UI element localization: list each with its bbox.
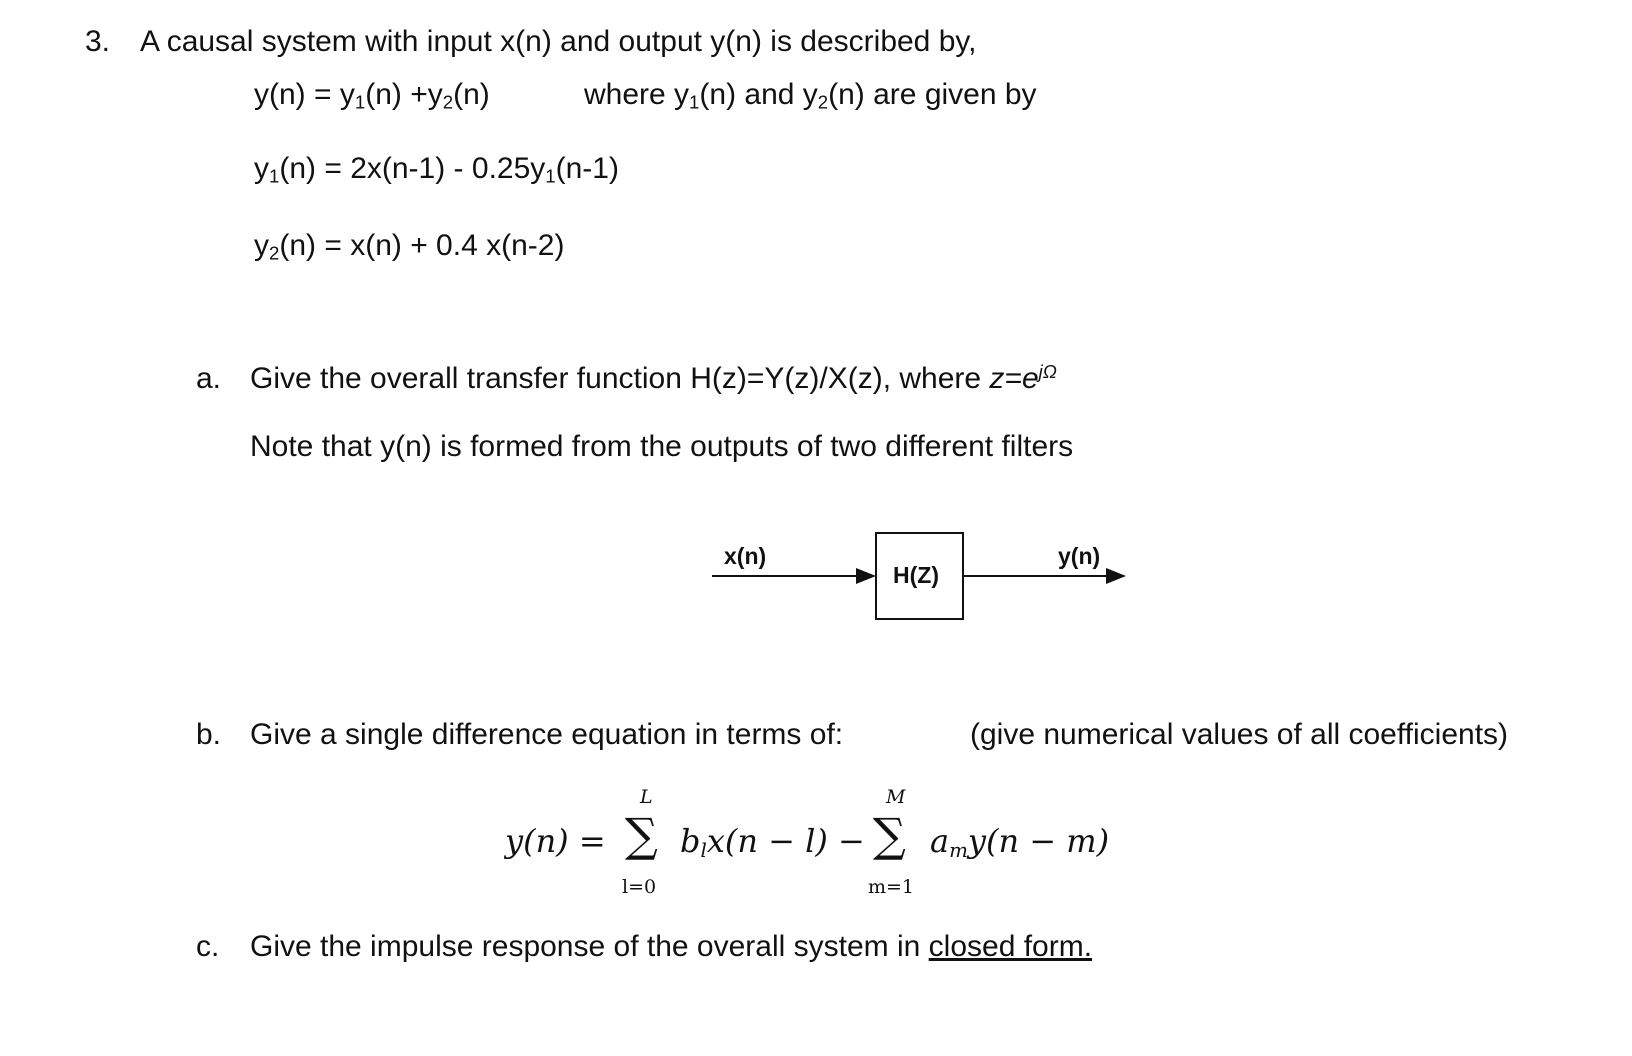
where-clause: where $y_1(n)$ and $y_2(n)$ are given by — [584, 78, 1037, 113]
diagram-input-label: x(n) — [724, 543, 767, 569]
sum2-sigma: ∑ — [873, 808, 906, 862]
part-b-hint: (give numerical values of all coefficients) — [970, 718, 1509, 751]
problem-number: 3. — [85, 25, 111, 58]
problem-intro: A causal system with input x(n) and output y(n) is described by, — [140, 25, 977, 58]
diagram-block-label: H(Z) — [893, 562, 939, 588]
sum1-upper-limit: L — [640, 786, 653, 808]
part-b-question: Give a single difference equation in terms of: — [250, 718, 844, 751]
formula-lhs: y(n) = — [505, 822, 606, 860]
part-a-label: a. — [196, 362, 222, 395]
part-a-note: Note that y(n) is formed from the outputs of two different filters — [250, 430, 1074, 463]
closed-form-underlined: closed form. — [928, 930, 1093, 963]
formula-term2: $a_my(n - m)$ — [930, 822, 1110, 862]
equation-y2: $y_2(n) = x(n) + 0.4$ x(n-2) — [254, 229, 565, 264]
equation-y1: $y_1(n) = 2x(n-1) - 0.25y_1(n-1)$ — [254, 152, 619, 187]
part-a-question: Give the overall transfer function H(z)=Y(z)/X(z), where $z=e^{j\Omega}$ — [250, 360, 1057, 395]
equation-y: $y(n) = y_1(n) +y_2(n)$ — [254, 78, 490, 113]
sum1-lower-limit: l=0 — [622, 876, 657, 898]
part-b-label: b. — [196, 718, 222, 751]
part-c-question: Give the impulse response of the overall system in closed form. — [250, 930, 1093, 963]
sum2-lower-limit: m=1 — [868, 876, 915, 898]
sum2-upper-limit: M — [886, 786, 906, 808]
sum1-sigma: ∑ — [625, 808, 658, 862]
formula-term1: $b_lx(n - l)$ − — [680, 822, 865, 862]
diagram-output-label: y(n) — [1058, 543, 1101, 569]
part-c-label: c. — [196, 930, 220, 963]
